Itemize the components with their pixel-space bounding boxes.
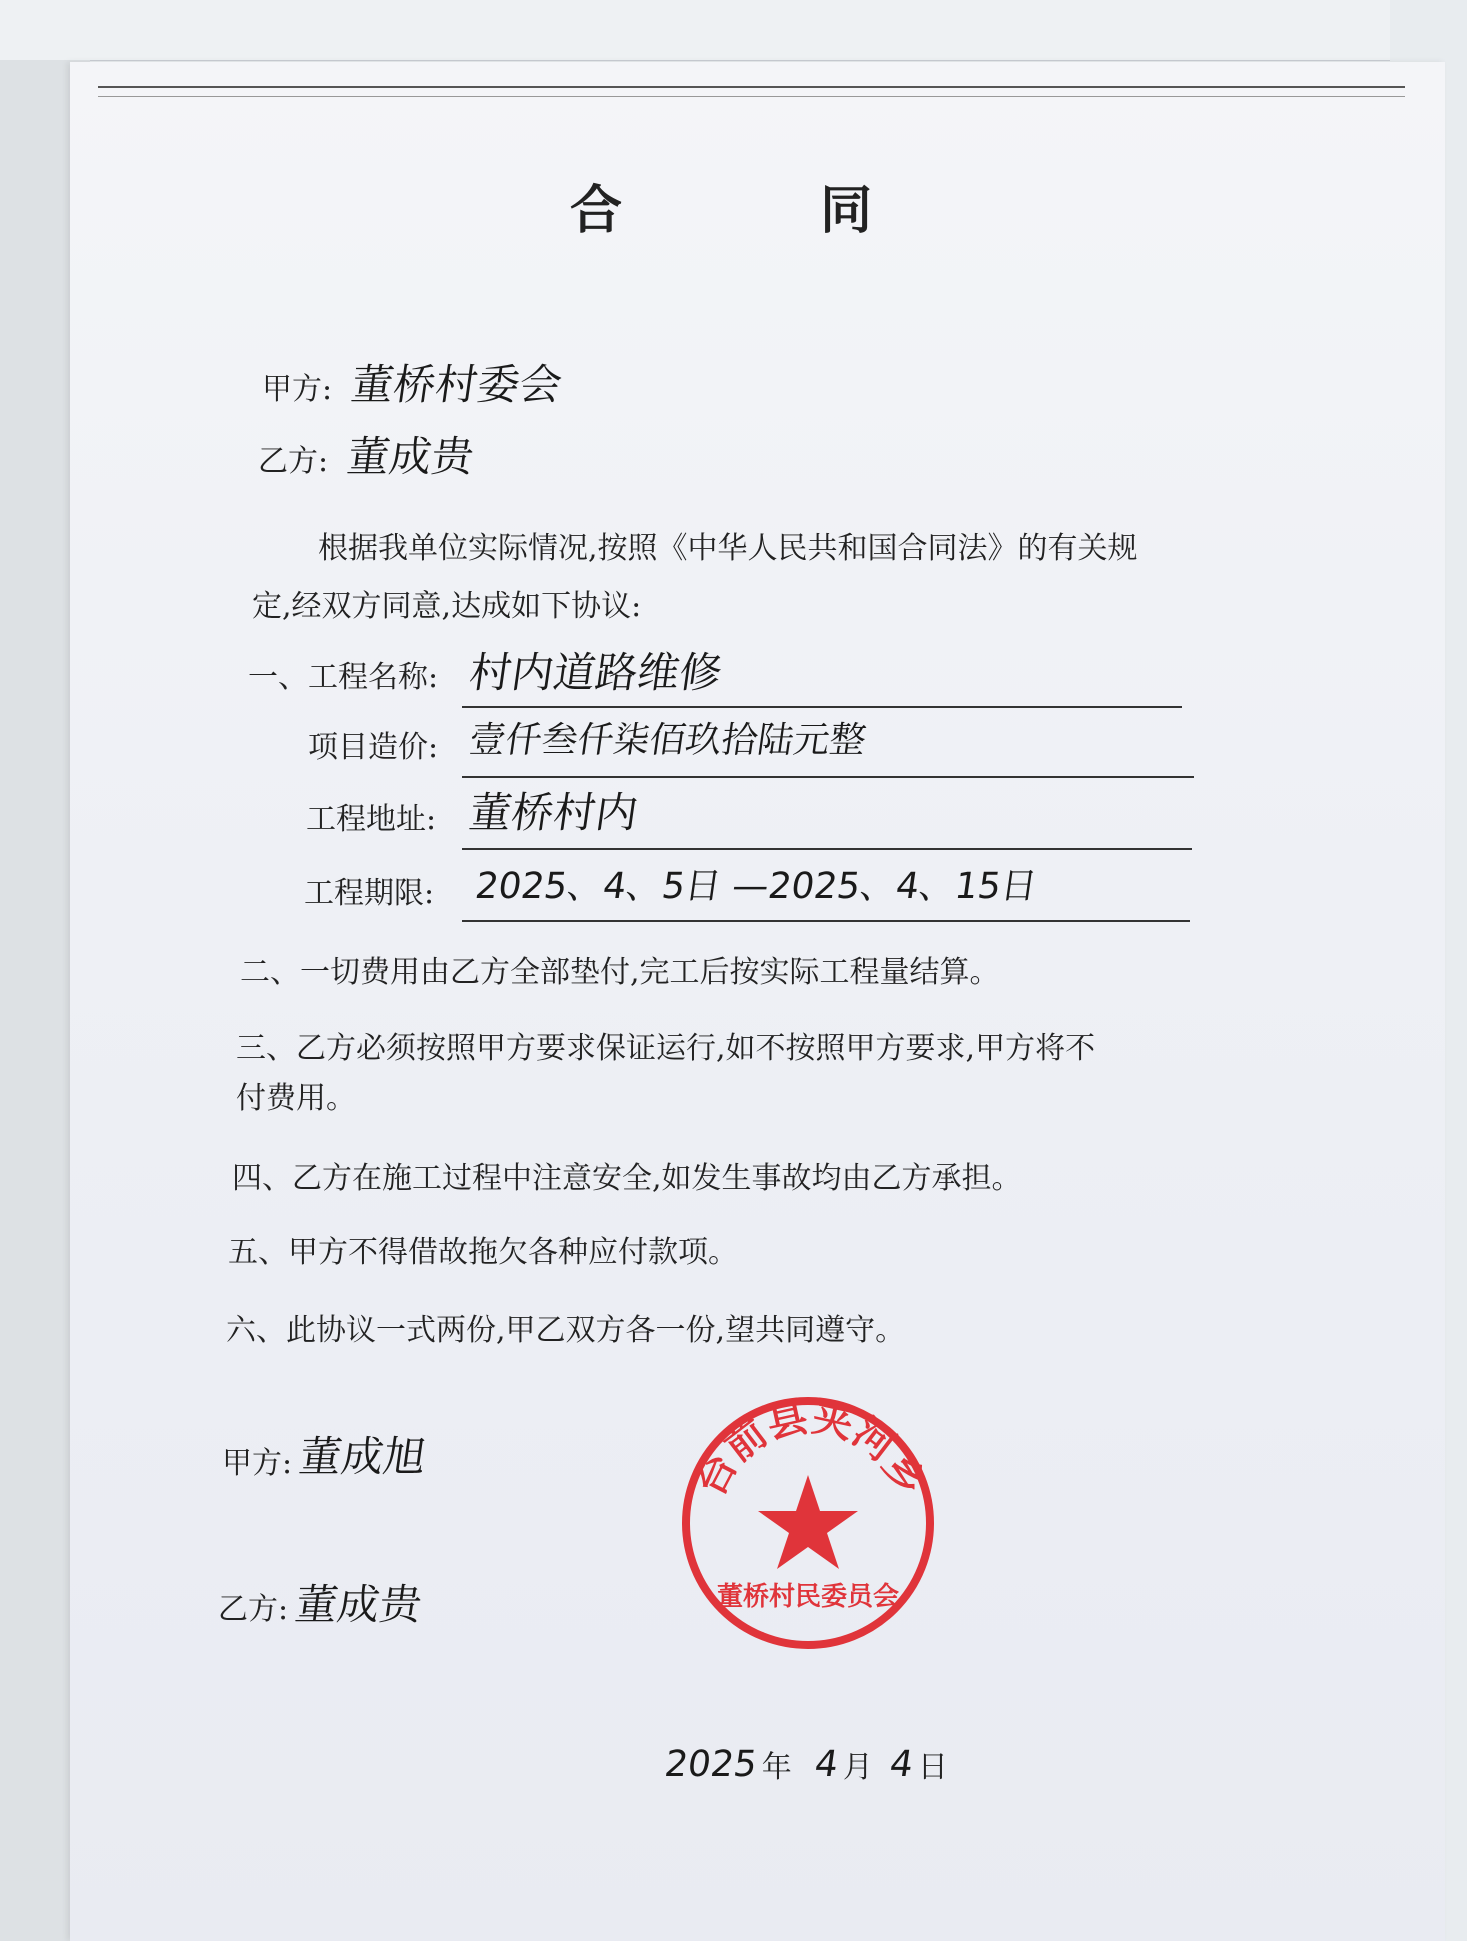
clause-2: 二、一切费用由乙方全部垫付,完工后按实际工程量结算。 [240, 955, 1000, 990]
sign-party-a-signature: 董成旭 [296, 1432, 430, 1481]
project-cost-value: 壹仟叁仟柒佰玖拾陆元整 [466, 720, 869, 761]
seal-inner-text: 董桥村民委员会 [716, 1582, 900, 1612]
clause-3-line-2: 付费用。 [236, 1081, 356, 1116]
project-period-value: 2025、4、5日 —2025、4、15日 [472, 866, 1040, 907]
intro-line-1: 根据我单位实际情况,按照《中华人民共和国合同法》的有关规 [318, 531, 1138, 566]
top-rule-thin [98, 96, 1405, 97]
clause-6: 六、此协议一式两份,甲乙双方各一份,望共同遵守。 [226, 1313, 906, 1348]
date-day-unit: 日 [917, 1750, 948, 1785]
seal-star-icon [758, 1475, 858, 1569]
project-address-value: 董桥村内 [466, 788, 642, 837]
sign-party-b-label: 乙方: [218, 1592, 289, 1627]
date-month: 4 [811, 1743, 841, 1785]
date-year: 2025 [662, 1743, 760, 1785]
sign-party-b-signature: 董成贵 [292, 1580, 426, 1629]
project-period-label: 工程期限: [304, 876, 435, 911]
party-a-label: 甲方: [262, 372, 333, 407]
intro-line-2: 定,经双方同意,达成如下协议: [252, 589, 642, 624]
project-period-underline [462, 920, 1190, 922]
sign-party-a-label: 甲方: [222, 1446, 293, 1481]
project-cost-underline [462, 776, 1194, 778]
clause-3-line-1: 三、乙方必须按照甲方要求保证运行,如不按照甲方要求,甲方将不 [236, 1031, 1096, 1066]
party-b-label: 乙方: [258, 444, 329, 479]
clause-4: 四、乙方在施工过程中注意安全,如发生事故均由乙方承担。 [232, 1161, 1022, 1196]
date-day: 4 [887, 1743, 916, 1785]
project-address-label: 工程地址: [306, 802, 437, 837]
seal-outer-text: 台前县夹河乡 [687, 1394, 933, 1504]
project-name-underline [462, 706, 1182, 708]
party-b-value: 董成贵 [344, 432, 478, 481]
signing-date [662, 1742, 948, 1786]
date-year-unit: 年 [761, 1750, 792, 1785]
official-seal-stamp [678, 1393, 938, 1653]
background-sheet [0, 0, 1390, 61]
project-address-underline [462, 848, 1192, 850]
clause-5: 五、甲方不得借故拖欠各种应付款项。 [228, 1235, 738, 1270]
item-project-name-value: 村内道路维修 [466, 648, 726, 697]
project-cost-label: 项目造价: [308, 730, 439, 765]
item-project-name-label: 一、工程名称: [248, 660, 439, 695]
date-month-unit: 月 [842, 1750, 873, 1785]
top-rule [98, 86, 1405, 88]
party-a-value: 董桥村委会 [348, 360, 566, 409]
document-title: 合 同 [570, 181, 963, 241]
